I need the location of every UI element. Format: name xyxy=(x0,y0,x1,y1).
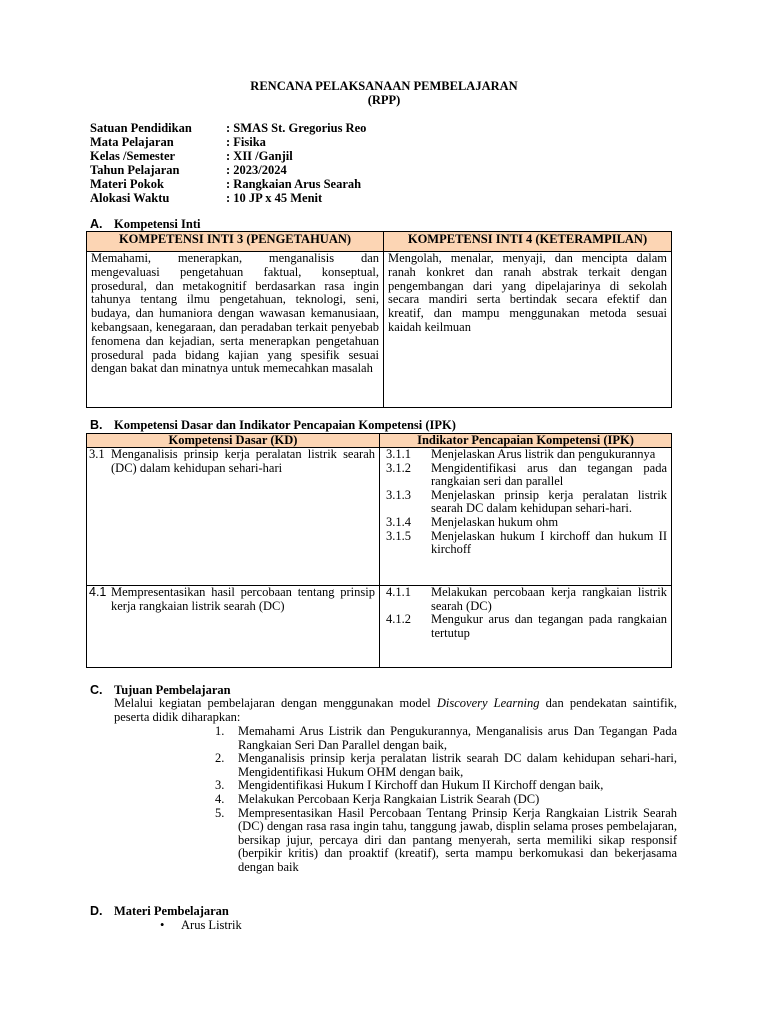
ipk-item: 3.1.1 Menjelaskan Arus listrik dan pengukurannya xyxy=(386,447,656,461)
section-c-heading: C. Tujuan Pembelajaran xyxy=(90,683,231,697)
ipk-item: 3.1.2 Mengidentifikasi arus dan tegangan pada rangkaian seri dan parallel xyxy=(386,460,667,489)
ipk-cell xyxy=(380,586,672,668)
section-c-intro: Melalui kegiatan pembelajaran dengan menggunakan model Discovery Learning dan pendekatan saintifik, peserta didik diharapkan: xyxy=(114,696,677,724)
ki3-text: Memahami, menerapkan, menganalisis dan mengevaluasi pengetahuan faktual, konseptual, prosedural, dan metakognitif berdasarkan rasa ingin tahunya tentang ilmu pengetahuan, teknologi, seni, budaya, dan humaniora dengan wawasan kemanusiaan, kebangsaan, kenegaraan, dan peradaban terkait penyebab fenomena dan kejadian, serta menerapkan pengetahuan prosedural pada bidang kajian yang spesifik sesuai dengan bakat dan minatnya untuk memecahkan masalah xyxy=(87,252,384,408)
ki4-text: Mengolah, menalar, menyaji, dan mencipta dalam ranah konkret dan ranah abstrak terkait dengan pengembangan dari yang dipelajarinya di sekolah secara mandiri serta bertindak secara efektif dan kreatif, dan mampu menggunakan metoda sesuai kaidah keilmuan xyxy=(384,252,672,408)
section-b-heading: B. Kompetensi Dasar dan Indikator Pencapaian Kompetensi (IPK) xyxy=(90,418,456,432)
identity-row: Alokasi Waktu : 10 JP x 45 Menit xyxy=(90,191,323,205)
kompetensi-inti-table xyxy=(86,231,672,408)
list-item: 5. Mempresentasikan Hasil Percobaan Tentang Prinsip Kerja Rangkaian Listrik Searah (DC) dengan rasa rasa ingin tahu, tanggung jawab, displin selama proses pembelajaran, bersikap jujur, percaya diri dan pantang menyerah, serta memiliki sikap responsif (berpikir kritis) dan proaktif (kreatif), serta mampu berkomukasi dan bekerjasama dengan baik xyxy=(215,805,677,874)
ipk-item: 4.1.1 Melakukan percobaan kerja rangkaian listrik searah (DC) xyxy=(386,585,667,613)
bullet-icon: • xyxy=(160,918,165,932)
list-item: 2. Menganalisis prinsip kerja peralatan listrik searah DC dalam kehidupan sehari-hari, Mengidentifikasi Hukum OHM dengan baik, xyxy=(215,751,677,779)
identity-row: Tahun Pelajaran : 2023/2024 xyxy=(90,163,287,177)
list-item: 4. Melakukan Percobaan Kerja Rangkaian Listrik Searah (DC) xyxy=(215,791,540,806)
identity-row: Kelas /Semester : XII /Ganjil xyxy=(90,149,293,163)
kd-cell xyxy=(87,586,380,668)
learning-goals-list xyxy=(215,725,677,875)
list-item: 3. Mengidentifikasi Hukum I Kirchoff dan Hukum II Kirchoff dengan baik, xyxy=(215,778,604,793)
ki3-header: KOMPETENSI INTI 3 (PENGETAHUAN) xyxy=(87,232,384,252)
identity-block xyxy=(90,121,366,205)
list-item: 1. Memahami Arus Listrik dan Pengukurannya, Menganalisis arus Dan Tegangan Pada Rangkaian Seri Dan Parallel dengan baik, xyxy=(215,724,677,752)
ipk-cell xyxy=(380,448,672,586)
ki4-header: KOMPETENSI INTI 4 (KETERAMPILAN) xyxy=(384,232,672,252)
document-title: RENCANA PELAKSANAAN PEMBELAJARAN xyxy=(250,79,518,93)
ipk-item: 3.1.5 Menjelaskan hukum I kirchoff dan hukum II kirchoff xyxy=(386,528,667,557)
kd-header: Kompetensi Dasar (KD) xyxy=(87,434,380,448)
kd-ipk-table xyxy=(86,433,672,668)
document-subtitle: (RPP) xyxy=(367,93,401,107)
kd-item: 4.1 Mempresentasikan hasil percobaan tentang prinsip kerja rangkaian listrik searah (DC) xyxy=(89,585,375,613)
section-d-heading: D. Materi Pembelajaran xyxy=(90,904,229,918)
identity-row: Materi Pokok : Rangkaian Arus Searah xyxy=(90,177,362,191)
identity-row: Mata Pelajaran : Fisika xyxy=(90,135,266,149)
kd-cell xyxy=(87,448,380,586)
identity-row: Satuan Pendidikan : SMAS St. Gregorius Reo xyxy=(90,121,367,135)
ipk-item: 3.1.3 Menjelaskan prinsip kerja peralatan listrik searah DC dalam kehidupan sehari-hari. xyxy=(386,487,667,516)
ipk-header: Indikator Pencapaian Kompetensi (IPK) xyxy=(380,434,672,448)
section-a-heading: A. Kompetensi Inti xyxy=(90,217,201,231)
ipk-item: 3.1.4 Menjelaskan hukum ohm xyxy=(386,514,559,529)
materi-list-item: • Arus Listrik xyxy=(160,918,242,932)
ipk-item: 4.1.2 Mengukur arus dan tegangan pada rangkaian tertutup xyxy=(386,612,667,640)
kd-item: 3.1 Menganalisis prinsip kerja peralatan listrik searah (DC) dalam kehidupan sehari-hari xyxy=(89,447,375,475)
